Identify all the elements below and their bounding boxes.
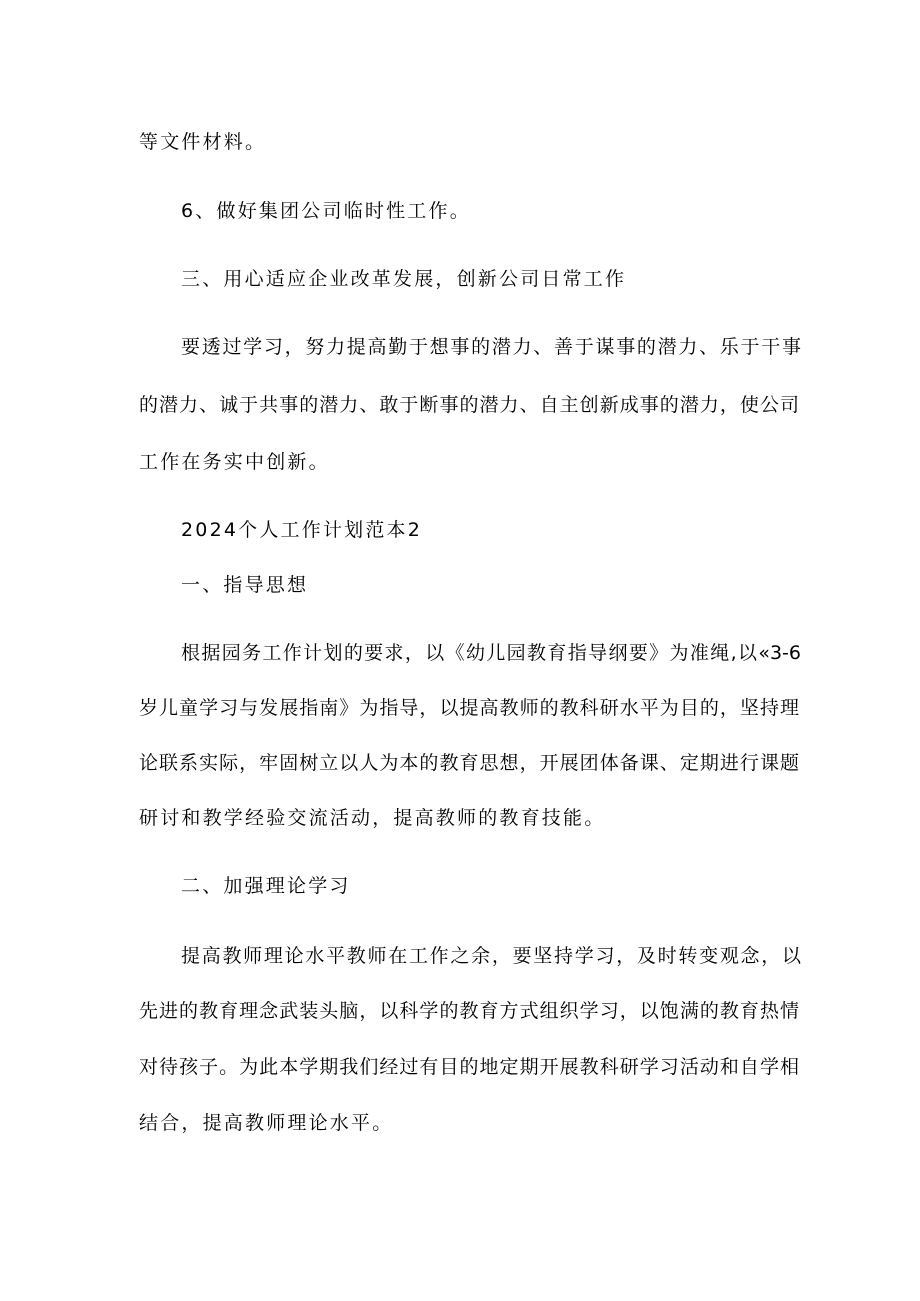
section-heading-2: 二、加强理论学习 bbox=[181, 875, 351, 897]
paragraph-line: 论联系实际，牢固树立以人为本的教育思想，开展团体备课、定期进行课题 bbox=[139, 752, 799, 774]
paragraph-line: 的潜力、诚于共事的潜力、敢于断事的潜力、自主创新成事的潜力，使公司 bbox=[139, 394, 799, 416]
paragraph-line: 工作在务实中创新。 bbox=[139, 451, 330, 473]
section-heading-3: 三、用心适应企业改革发展，创新公司日常工作 bbox=[181, 268, 627, 290]
paragraph-line: 等文件材料。 bbox=[139, 131, 267, 153]
paragraph-line: 先进的教育理念武装头脑，以科学的教育方式组织学习，以饱满的教育热情 bbox=[139, 1000, 799, 1022]
list-item-6: 6、做好集团公司临时性工作。 bbox=[181, 200, 471, 222]
paragraph-line: 根据园务工作计划的要求，以《幼儿园教育指导纲要》为准绳,以«3-6 bbox=[181, 642, 801, 664]
paragraph-line: 对待孩子。为此本学期我们经过有目的地定期开展教科研学习活动和自学相 bbox=[139, 1056, 799, 1078]
paragraph-line: 提高教师理论水平教师在工作之余，要坚持学习，及时转变观念，以 bbox=[181, 945, 801, 967]
paragraph-line: 结合，提高教师理论水平。 bbox=[139, 1112, 394, 1134]
document-title: 2024个人工作计划范本2 bbox=[181, 519, 423, 541]
section-heading-1: 一、指导思想 bbox=[181, 574, 309, 596]
paragraph-line: 研讨和教学经验交流活动，提高教师的教育技能。 bbox=[139, 807, 606, 829]
paragraph-line: 要透过学习，努力提高勤于想事的潜力、善于谋事的潜力、乐于干事 bbox=[181, 336, 801, 358]
paragraph-line: 岁儿童学习与发展指南》为指导，以提高教师的教科研水平为目的，坚持理 bbox=[139, 697, 799, 719]
